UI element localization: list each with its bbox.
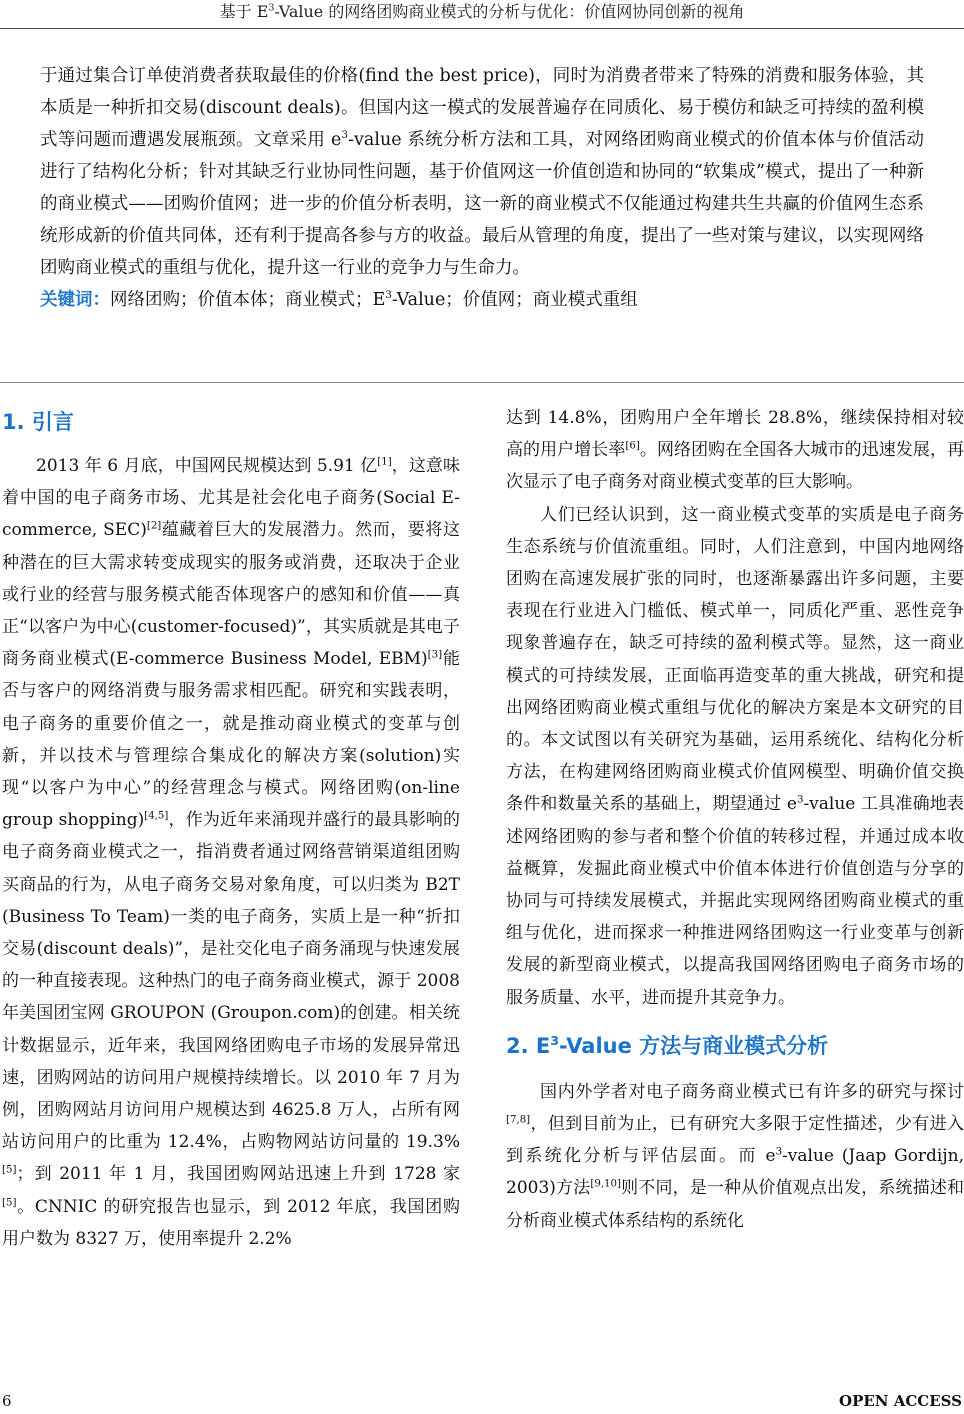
abstract-text — [40, 60, 924, 284]
paragraph-text: 能否与客户的网络消费与服务需求相匹配。研究和实践表明，电子商务的重要价值之一，就是推动商业模式的变革与创新，并以技术与管理综合集成化的解决方案(solution)实现“以客户为中心”的经营理念与模式。网络团购(on-line group shopping) — [2, 649, 460, 831]
keywords-sup: 3 — [385, 289, 392, 302]
citation-ref: [2] — [146, 520, 162, 532]
superscript: 3 — [796, 794, 804, 806]
citation-ref: [5] — [2, 1197, 17, 1209]
open-access-label: OPEN ACCESS — [839, 1392, 962, 1410]
paragraph-text: 达到 14.8%，团购用户全年增长 28.8%，继续保持相对较高的用户增长率 — [506, 408, 964, 461]
citation-ref: [5] — [2, 1164, 17, 1176]
left-column — [2, 402, 460, 1255]
citation-ref: [1] — [377, 456, 392, 468]
citation-ref: [9,10] — [590, 1178, 621, 1190]
paragraph-text: ；到 2011 年 1 月，我国团购网站迅速上升到 1728 家 — [16, 1164, 460, 1185]
citation-ref: [7,8] — [506, 1114, 531, 1126]
abstract — [40, 60, 924, 316]
paragraph-text: 。网络团购在全国各大城市的迅速发展，再次显示了电子商务对商业模式变革的巨大影响。 — [506, 440, 964, 493]
header-title-suffix: -Value 的网络团购商业模式的分析与优化：价值网协同创新的视角 — [274, 2, 745, 21]
paragraph-text: 。CNNIC 的研究报告也显示，到 2012 年底，我国团购用户数为 8327 万，使用率提升 2.2% — [2, 1196, 460, 1249]
paragraph-text: 蕴藏着巨大的发展潜力。然而，要将这种潜在的巨大需求转变成现实的服务或消费，还取决于企业或行业的经营与服务模式能否体现客户的感知和价值——真正“以客户为中心(customer-focused)”，其实质就是其电子商务商业模式(E-commerce Business Model, EBM) — [2, 520, 460, 670]
paragraph-text: ，作为近年来涌现并盛行的最具影响的电子商务商业模式之一，指消费者通过网络营销渠道组团购买商品的行为，从电子商务交易对象角度，可以归类为 B2T (Business To Team)一类的电子商务，实质上是一种“折扣交易(discount deals)”，是社交化电子商务涌现与快速发展的一种直接表现。这种热门的电子商务商业模式，源于 2008 年美国团宝网 GROUPON (Groupon.com)的创建。相关统计数据显示，近年来，我国网络团购电子市场的发展异常迅速，团购网站的访问用户规模持续增长。以 2010 年 7 月为例，团购网站月访问用户规模达到 4625.8 万人，占所有网站访问用户的比重为 12.4%，占购物网站访问量的 19.3% — [2, 810, 461, 1153]
keywords-label: 关键词： — [40, 290, 110, 310]
section-2-title-sup: 3 — [550, 1032, 560, 1048]
superscript: 3 — [775, 1146, 783, 1158]
section-1-title: 1. 引言 — [2, 410, 74, 434]
page-footer — [0, 1388, 964, 1414]
keywords-text: 网络团购；价值本体；商业模式；E — [110, 290, 386, 310]
citation-ref: [4,5] — [144, 810, 169, 822]
citation-ref: [6] — [625, 440, 640, 452]
running-header — [0, 0, 964, 29]
section-2-title — [506, 1026, 964, 1066]
paragraph — [506, 499, 964, 1014]
section-2-title-post: -Value 方法与商业模式分析 — [559, 1033, 829, 1058]
section-2-paragraph — [506, 1076, 964, 1237]
right-column — [506, 402, 964, 1237]
section-2-title-pre: 2. E — [506, 1033, 551, 1058]
citation-ref: [3] — [427, 649, 443, 661]
keywords-text: -Value；价值网；商业模式重组 — [391, 290, 638, 310]
abstract-text-part: -value 系统分析方法和工具，对网络团购商业模式的价值本体与价值活动进行了结构化分析；针对其缺乏行业协同性问题，基于价值网这一价值创造和协同的“软集成”模式，提出了一种新的商业模式——团购价值网；进一步的价值分析表明，这一新的商业模式不仅能通过构建共生共赢的价值网生态系统形成新的价值共同体，还有利于提高各参与方的收益。最后从管理的角度，提出了一些对策与建议，以实现网络团购商业模式的重组与优化，提升这一行业的竞争力与生命力。 — [40, 130, 924, 278]
keywords — [40, 284, 924, 316]
paragraph-text: -value 工具准确地表述网络团购的参与者和整个价值的转移过程，并通过成本收益概算，发掘此商业模式中价值本体进行价值创造与分享的协同与可持续发展模式，并据此实现网络团购商业模式的重组与优化，进而探求一种推进网络团购这一行业变革与创新发展的新型商业模式，以提高我国网络团购电子商务市场的服务质量、水平，进而提升其竞争力。 — [506, 794, 964, 1008]
paragraph-text: ，但到目前为止，已有研究大多限于定性描述，少有进入到系统化分析与评估层面。而 e — [506, 1114, 964, 1167]
paragraph-text: 国内外学者对电子商务商业模式已有许多的研究与探讨 — [540, 1081, 964, 1102]
paragraph-text: -value (Jaap Gordijn, 2003)方法 — [506, 1146, 964, 1199]
paragraph-text: 人们已经认识到，这一商业模式变革的实质是电子商务生态系统与价值流重组。同时，人们注意到，中国内地网络团购在高速发展扩张的同时，也逐渐暴露出许多问题，主要表现在行业进入门槛低、模式单一，同质化严重、恶性竞争现象普遍存在，缺乏可持续的盈利模式等。显然，这一商业模式的可持续发展，正面临再造变革的重大挑战，研究和提出网络团购商业模式重组与优化的解决方案是本文研究的目的。本文试图以有关研究为基础，运用系统化、结构化分析方法，在构建网络团购商业模式价值网模型、明确价值交换条件和数量关系的基础上，期望通过 e — [506, 504, 964, 815]
abstract-text-part: 于通过集合订单使消费者获取最佳的价格(find the best price)，同时为消费者带来了特殊的消费和服务体验，其本质是一种折扣交易(discount deals)。但国内这一模式的发展普遍存在同质化、易于模仿和缺乏可持续的盈利模式等问题而遭遇发展瓶颈。文章采用 e — [40, 66, 924, 150]
paragraph-text: 2013 年 6 月底，中国网民规模达到 5.91 亿 — [36, 456, 378, 476]
page-number: 6 — [2, 1392, 12, 1410]
section-divider — [0, 382, 964, 383]
header-title-sup: 3 — [268, 2, 275, 14]
section-1-paragraph — [2, 450, 460, 1255]
abstract-sup: 3 — [341, 129, 349, 142]
header-title-prefix: 基于 E — [219, 2, 269, 21]
paragraph-text: ，这意味着中国的电子商务市场、尤其是社会化电子商务(Social E-commerce, SEC) — [2, 456, 461, 541]
continued-paragraph — [506, 402, 964, 499]
paragraph-text: 则不同，是一种从价值观点出发，系统描述和分析商业模式体系结构的系统化 — [506, 1178, 964, 1231]
